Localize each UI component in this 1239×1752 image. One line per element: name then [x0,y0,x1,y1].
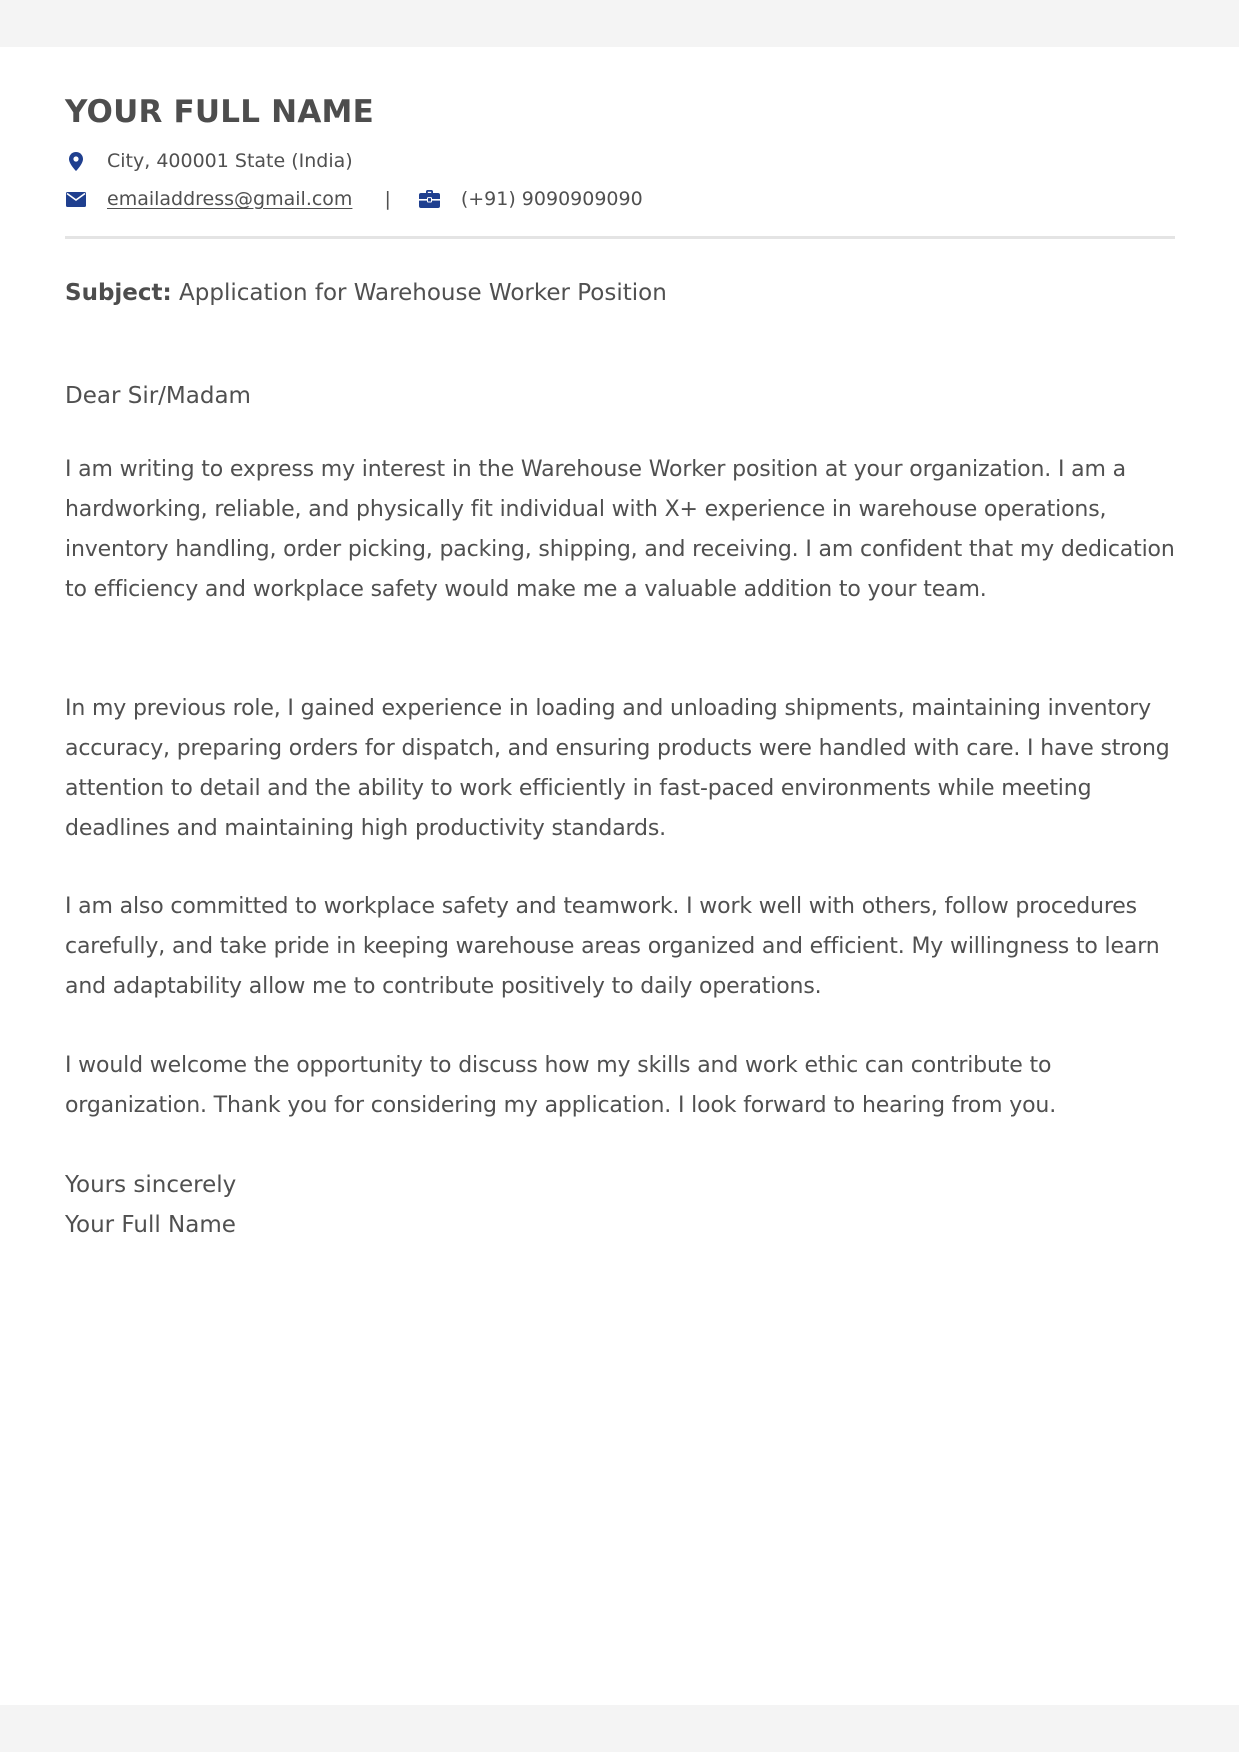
body-paragraph-4: I would welcome the opportunity to discuss how my skills and work ethic can contribute to organization. Thank you for considering my application. I look forward to hearing from you. [65,1053,1057,1118]
contact-separator: | [384,188,391,210]
header-divider [65,236,1175,239]
salutation: Dear Sir/Madam [65,383,251,409]
subject-text: Application for Warehouse Worker Position [171,280,667,306]
briefcase-icon [419,188,441,210]
address-text: City, 400001 State (India) [107,150,353,172]
signature-name: Your Full Name [65,1212,236,1238]
subject-label: Subject: [65,280,172,306]
closing-block [65,1165,236,1245]
body-paragraph-3: I am also committed to workplace safety and teamwork. I work well with others, follow procedures carefully, and take pride in keeping warehouse areas organized and efficient. My willingness to learn and adaptability allow me to contribute positively to daily operations. [65,894,1160,999]
phone-text: (+91) 9090909090 [460,188,643,210]
valediction: Yours sincerely [65,1172,237,1198]
envelope-icon [65,188,87,210]
sender-name: YOUR FULL NAME [65,94,374,130]
map-marker-icon [65,150,87,172]
address-row [65,150,353,172]
letter-page [0,47,1239,1705]
subject-line [65,280,667,306]
body-paragraph-2: In my previous role, I gained experience in loading and unloading shipments, maintaining inventory accuracy, preparing orders for dispatch, and ensuring products were handled with care. I have strong attention to detail and the ability to work efficiently in fast-paced environments while meeting deadlines and maintaining high productivity standards. [65,696,1170,841]
email-link[interactable]: emailaddress@gmail.com [107,188,353,210]
contact-row [65,188,643,210]
body-paragraph-1: I am writing to express my interest in the Warehouse Worker position at your organization. I am a hardworking, reliable, and physically fit individual with X+ experience in warehouse operations, inventory handling, order picking, packing, shipping, and receiving. I am confident that my dedication to efficiency and workplace safety would make me a valuable addition to your team. [65,457,1175,602]
